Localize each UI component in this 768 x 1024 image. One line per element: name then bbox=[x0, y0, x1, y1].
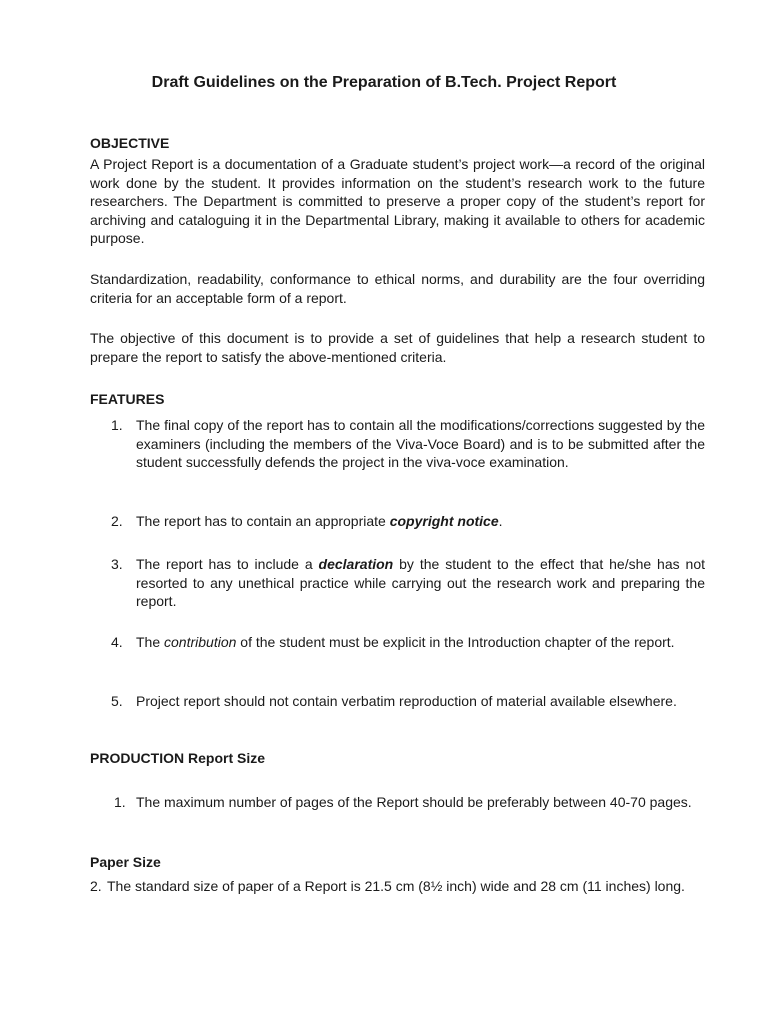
production-heading: PRODUCTION Report Size bbox=[90, 750, 266, 766]
list-number: 2. bbox=[90, 878, 102, 894]
emphasis-contribution: contribution bbox=[164, 634, 237, 650]
list-number: 3. bbox=[111, 556, 123, 572]
features-heading: FEATURES bbox=[90, 391, 165, 407]
feature-item-1 bbox=[111, 416, 705, 472]
objective-paragraph-2: Standardization, readability, conformance to ethical norms, and durability are the four overriding criteria for an acceptable form of a report. bbox=[90, 271, 705, 306]
emphasis-copyright-notice: copyright notice bbox=[389, 513, 499, 529]
list-number: 4. bbox=[111, 634, 123, 650]
feature-item-2 bbox=[111, 512, 705, 531]
objective-paragraph-3: The objective of this document is to provide a set of guidelines that help a research student to prepare the report to satisfy the above-mentioned criteria. bbox=[90, 330, 705, 365]
paper-size-text: The standard size of paper of a Report is 21.5 cm (8½ inch) wide and 28 cm (11 inches) long. bbox=[107, 878, 685, 894]
list-number: 2. bbox=[111, 513, 123, 529]
production-text: The maximum number of pages of the Report should be preferably between 40-70 pages. bbox=[136, 794, 692, 810]
paper-size-item-2 bbox=[90, 877, 705, 896]
feature-item-3 bbox=[111, 555, 705, 611]
emphasis-declaration: declaration bbox=[318, 556, 394, 572]
feature-text: The contribution of the student must be explicit in the Introduction chapter of the report. bbox=[136, 634, 675, 650]
list-number: 1. bbox=[111, 417, 123, 433]
feature-item-4 bbox=[111, 633, 705, 652]
objective-heading: OBJECTIVE bbox=[90, 135, 170, 151]
feature-text: Project report should not contain verbatim reproduction of material available elsewhere. bbox=[136, 693, 677, 709]
feature-text: The report has to include a declaration by the student to the effect that he/she has not resorted to any unethical practice while carrying out the research work and preparing the report. bbox=[136, 556, 705, 609]
document-title: Draft Guidelines on the Preparation of B.Tech. Project Report bbox=[151, 74, 617, 91]
objective-paragraph-1: A Project Report is a documentation of a Graduate student’s project work—a record of the original work done by the student. It provides information on the student’s research work to the future researchers. The Department is committed to preserve a proper copy of the student’s report for archiving and cataloguing it in the Departmental Library, making it available to others for academic purpose. bbox=[90, 156, 705, 246]
list-number: 5. bbox=[111, 693, 123, 709]
feature-text: The report has to contain an appropriate copyright notice. bbox=[136, 513, 503, 529]
feature-item-5 bbox=[111, 692, 705, 711]
production-item-1 bbox=[114, 793, 705, 812]
paper-size-heading: Paper Size bbox=[90, 854, 161, 870]
list-number: 1. bbox=[114, 794, 126, 810]
feature-text: The final copy of the report has to contain all the modifications/corrections suggested by the examiners (including the members of the Viva-Voce Board) and is to be submitted after the student successfully defends the project in the viva-voce examination. bbox=[136, 417, 705, 470]
